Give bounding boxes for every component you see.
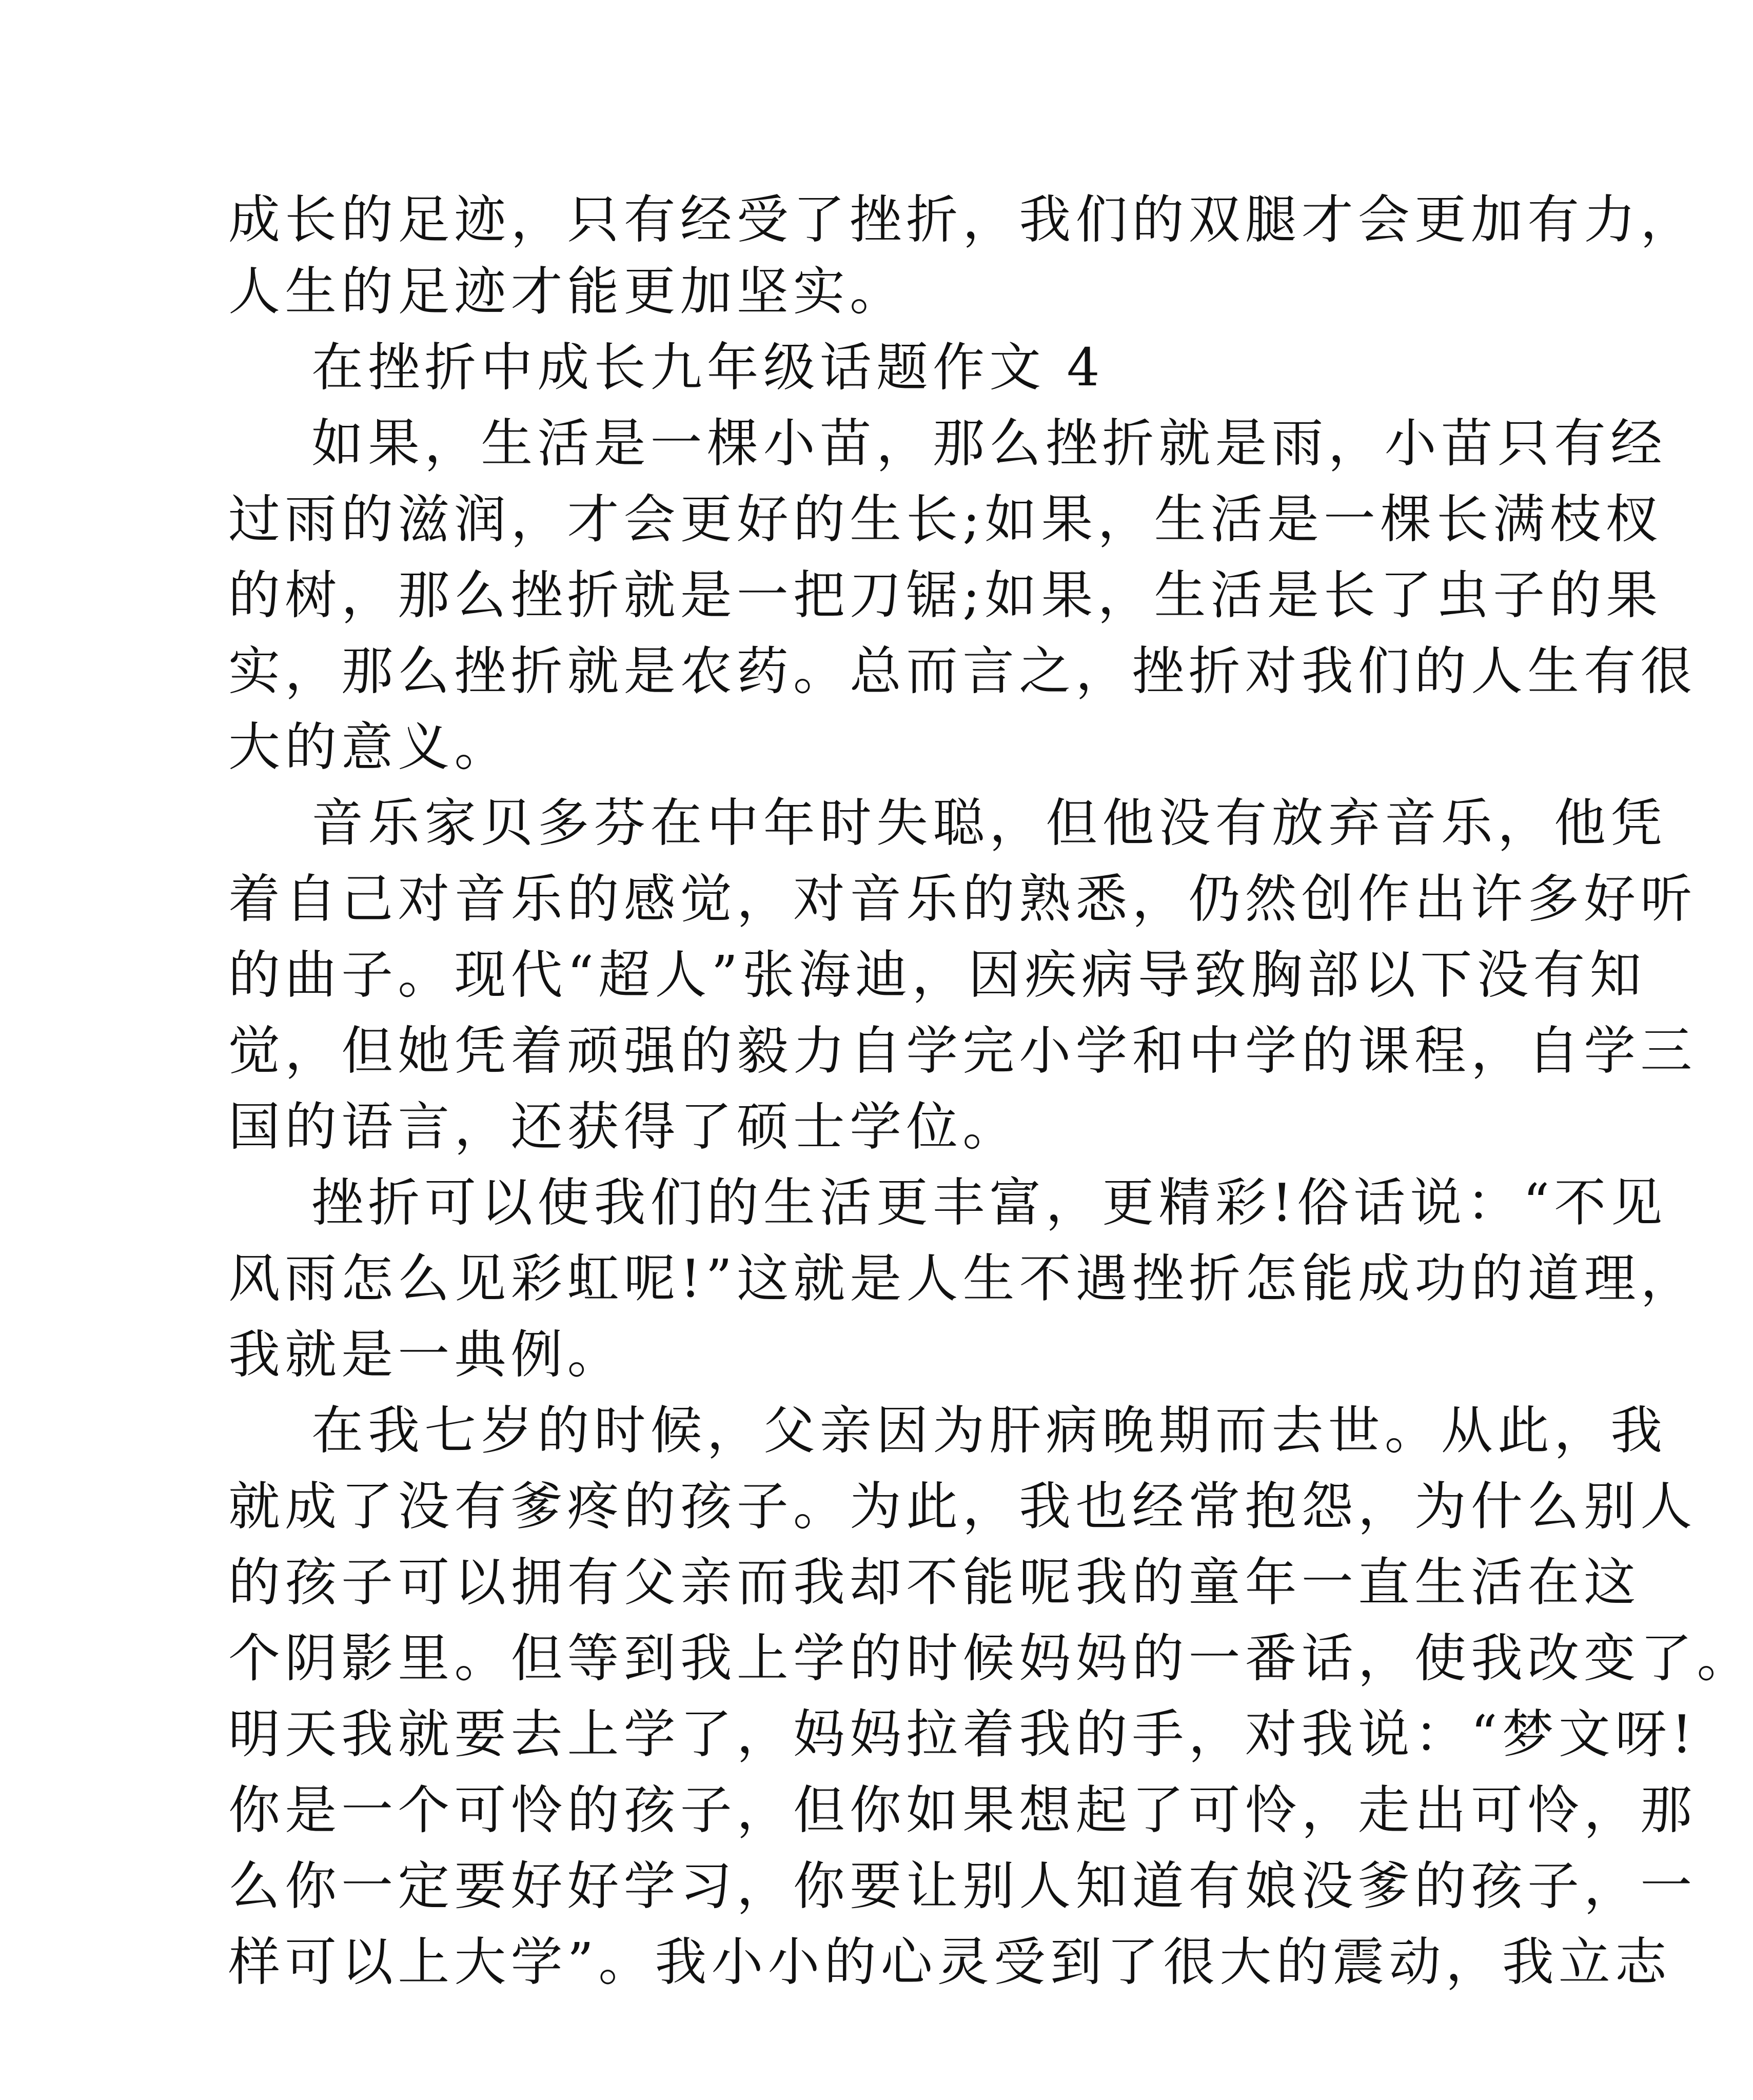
text-line: 就成了没有爹疼的孩子。为此，我也经常抱怨，为什么别人 [228, 1476, 1697, 1537]
text-line: 的树，那么挫折就是一把刀锯;如果，生活是长了虫子的果 [228, 565, 1663, 625]
text-line: 明天我就要去上学了，妈妈拉着我的手，对我说：“梦文呀! [228, 1704, 1697, 1764]
text-line: 在我七岁的时候，父亲因为肝病晚期而去世。从此，我 [311, 1400, 1667, 1461]
text-line: 我就是一典例。 [228, 1324, 624, 1385]
text-line: 音乐家贝多芬在中年时失聪，但他没有放弃音乐，他凭 [311, 793, 1667, 853]
text-line: 的孩子可以拥有父亲而我却不能呢我的童年一直生活在这 [228, 1552, 1641, 1613]
text-line: 如果，生活是一棵小苗，那么挫折就是雨，小苗只有经 [311, 413, 1667, 474]
text-line: 着自己对音乐的感觉，对音乐的熟悉，仍然创作出许多好听 [228, 869, 1697, 929]
text-line: 你是一个可怜的孩子，但你如果想起了可怜，走出可怜，那 [228, 1780, 1697, 1840]
text-line: 实，那么挫折就是农药。总而言之，挫折对我们的人生有很 [228, 641, 1697, 701]
text-line: 人生的足迹才能更加坚实。 [228, 261, 907, 322]
text-line: 过雨的滋润，才会更好的生长;如果，生活是一棵长满枝杈 [228, 489, 1663, 549]
essay-title: 在挫折中成长九年级话题作文 4 [311, 337, 1105, 398]
text-line: 成长的足迹，只有经受了挫折，我们的双腿才会更加有力， [228, 189, 1697, 250]
text-line: 的曲子。现代“超人”张海迪，因疾病导致胸部以下没有知 [228, 945, 1646, 1005]
text-line: 风雨怎么见彩虹呢!”这就是人生不遇挫折怎能成功的道理， [228, 1248, 1697, 1309]
text-line: 觉，但她凭着顽强的毅力自学完小学和中学的课程，自学三 [228, 1020, 1697, 1081]
text-line: 挫折可以使我们的生活更丰富，更精彩!俗话说：“不见 [311, 1172, 1667, 1233]
text-line: 个阴影里。但等到我上学的时候妈妈的一番话，使我改变了。 [228, 1628, 1753, 1689]
text-line: 国的语言，还获得了硕士学位。 [228, 1096, 1019, 1157]
text-line: 大的意义。 [228, 717, 511, 777]
text-line: 样可以上大学”。我小小的心灵受到了很大的震动，我立志 [228, 1932, 1671, 1992]
text-line: 么你一定要好好学习，你要让别人知道有娘没爹的孩子，一 [228, 1856, 1697, 1916]
